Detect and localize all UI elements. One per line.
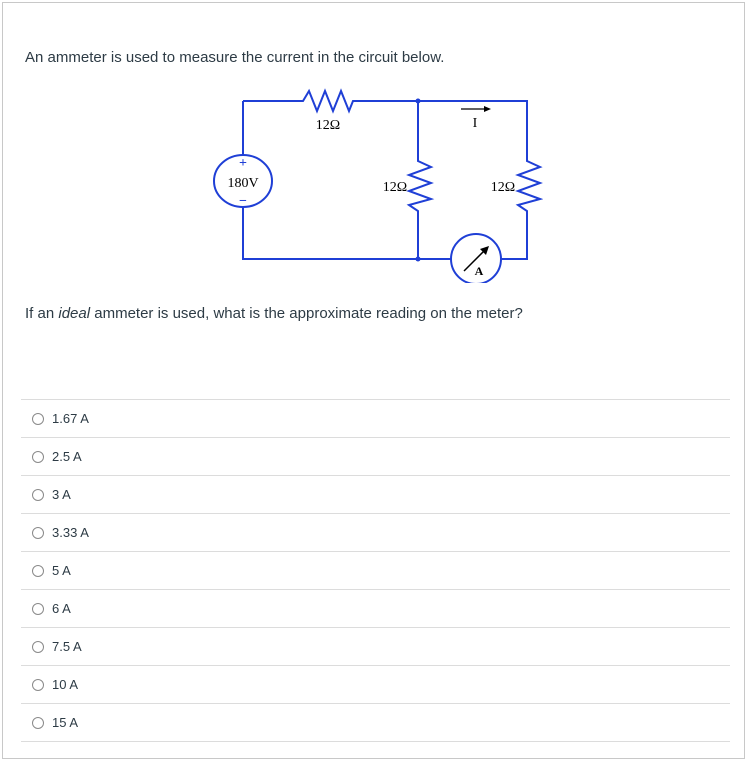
followup-question: [25, 305, 523, 322]
r-top-label: 12Ω: [315, 118, 341, 133]
wire-left-bottom: [243, 205, 451, 259]
current-label: I: [472, 116, 478, 131]
circuit-diagram: [203, 83, 543, 283]
answer-option[interactable]: [21, 589, 730, 627]
answer-option[interactable]: [21, 627, 730, 665]
answer-option[interactable]: [21, 475, 730, 513]
radio-button[interactable]: [32, 717, 44, 729]
radio-button[interactable]: [32, 565, 44, 577]
answer-option[interactable]: [21, 399, 730, 437]
answer-label: 3 A: [52, 487, 71, 502]
question-card: [2, 2, 745, 759]
answer-option[interactable]: [21, 551, 730, 589]
current-arrowhead: [484, 106, 491, 112]
answer-label: 5 A: [52, 563, 71, 578]
source-plus: +: [239, 156, 247, 171]
answer-option[interactable]: [21, 437, 730, 475]
answer-label: 7.5 A: [52, 639, 82, 654]
answer-label: 10 A: [52, 677, 79, 692]
wire-middle: [409, 101, 431, 259]
radio-button[interactable]: [32, 603, 44, 615]
answer-label: 3.33 A: [52, 525, 89, 540]
wire-right: [518, 153, 540, 241]
radio-button[interactable]: [32, 451, 44, 463]
wire-right-bottom: [501, 241, 527, 259]
source-label: 180V: [227, 176, 259, 191]
answer-label: 2.5 A: [52, 449, 82, 464]
answer-label: 6 A: [52, 601, 71, 616]
r-right-label: 12Ω: [490, 180, 516, 195]
radio-button[interactable]: [32, 679, 44, 691]
followup-text-before: If an: [25, 305, 59, 322]
junction-top: [416, 99, 421, 104]
question-prompt: An ammeter is used to measure the current in the circuit below.: [25, 49, 445, 66]
answer-label: 15 A: [52, 715, 79, 730]
followup-text-after: ammeter is used, what is the approximate reading on the meter?: [90, 305, 523, 322]
followup-emphasis: ideal: [58, 305, 91, 322]
answer-option[interactable]: [21, 665, 730, 703]
answer-label: 1.67 A: [52, 411, 89, 426]
ammeter-label: A: [474, 264, 484, 278]
wire-top-left: [243, 91, 527, 153]
radio-button[interactable]: [32, 489, 44, 501]
radio-button[interactable]: [32, 527, 44, 539]
answer-list: [21, 399, 730, 742]
answer-option[interactable]: [21, 513, 730, 551]
radio-button[interactable]: [32, 641, 44, 653]
answer-option[interactable]: [21, 703, 730, 742]
source-minus: −: [239, 194, 247, 209]
radio-button[interactable]: [32, 413, 44, 425]
junction-bottom: [416, 257, 421, 262]
r-mid-label: 12Ω: [382, 180, 408, 195]
